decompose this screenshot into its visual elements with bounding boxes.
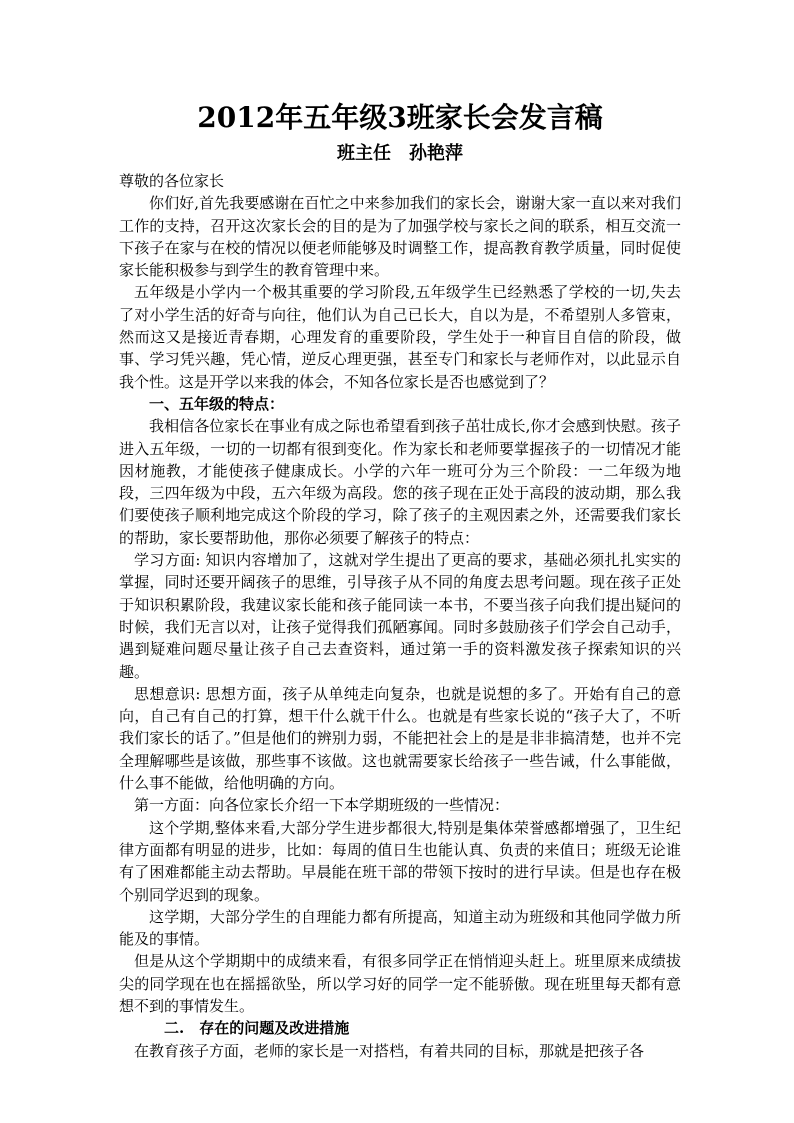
document-author: 班主任 孙艳萍: [337, 143, 463, 164]
document-body: [119, 170, 681, 1062]
paragraph-thinking: 思想意识: 思想方面，孩子从单纯走向复杂，也就是说想的多了。开始有自己的意向，自己有自己的打算，想干什么就干什么。也就是有些家长说的“孩子大了，不听我们家长的话了。”但是他们的辨别力弱，不能把社会上的是是非非搞清楚，也并不完全理解哪些是该做，那些事不该做。这也就需要家长给孩子一些告诫，什么事能做，什么事不能做，给他明确的方向。: [119, 684, 681, 793]
salutation: 尊敬的各位家长: [119, 172, 225, 190]
paragraph-grades: 但是从这个学期期中的成绩来看，有很多同学正在悄悄迎头赶上。班里原来成绩拔尖的同学现在也在摇摇欲坠，所以学习好的同学一定不能骄傲。现在班里每天都有意想不到的事情发生。: [119, 952, 681, 1015]
paragraph-greeting: 你们好,首先我要感谢在百忙之中来参加我们的家长会，谢谢大家一直以来对我们工作的支持，召开这次家长会的目的是为了加强学校与家长之间的联系，相互交流一下孩子在家与在校的情况以便老师能够及时调整工作，提高教育教学质量，同时促使家长能积极参与到学生的教育管理中来。: [119, 194, 681, 280]
document-title: 2012年五年级3班家长会发言稿: [197, 101, 603, 134]
section-heading-problems: 二. 存在的问题及改进措施: [164, 1019, 350, 1038]
paragraph-grade-five: 五年级是小学内一个极其重要的学习阶段,五年级学生已经熟悉了学校的一切,失去了对小学生活的好奇与向往，他们认为自己已长大，自以为是，不希望别人多管束，然而这又是接近青春期，心理发育的重要阶段，学生处于一种盲目自信的阶段，做事、学习凭兴趣，凭心情，逆反心理更强，甚至专门和家长与老师作对，以此显示自我个性。这是开学以来我的体会，不知各位家长是否也感觉到了？: [119, 283, 681, 391]
paragraph-partnership: 在教育孩子方面，老师的家长是一对搭档，有着共同的目标，那就是把孩子各: [134, 1041, 645, 1060]
paragraph-features: 我相信各位家长在事业有成之际也希望看到孩子茁壮成长,你才会感到快慰。孩子进入五年级，一切的一切都有很到变化。作为家长和老师要掌握孩子的一切情况才能因材施教，才能使孩子健康成长。小学的六年一班可分为三个阶段：一二年级为地段，三四年级为中段，五六年级为高段。您的孩子现在正处于高段的波动期，那么我们要使孩子顺利地完成这个阶段的学习，除了孩子的主观因素之外，还需要我们家长的帮助，家长要帮助他，那你必须要了解孩子的特点：: [119, 417, 681, 547]
section-heading-features: 一、五年级的特点：: [149, 394, 285, 413]
paragraph-semester: 这个学期,整体来看,大部分学生进步都很大,特别是集体荣誉感都增强了，卫生纪律方面都有明显的进步，比如：每周的值日生也能认真、负责的来值日；班级无论谁有了困难都能主动去帮助。早晨能在班干部的带领下按时的进行早读。但是也存在极个别同学迟到的现象。: [119, 818, 681, 904]
document-page: [119, 96, 681, 1062]
paragraph-class-intro: 第一方面：向各位家长介绍一下本学期班级的一些情况：: [134, 796, 510, 815]
paragraph-self-care: 这学期，大部分学生的自理能力都有所提高，知道主动为班级和其他同学做力所能及的事情。: [119, 907, 681, 949]
paragraph-study: 学习方面: 知识内容增加了，这就对学生提出了更高的要求，基础必须扎扎实实的掌握，同时还要开阔孩子的思维，引导孩子从不同的角度去思考问题。现在孩子正处于知识积累阶段，我建议家长能和孩子能同读一本书，不要当孩子向我们提出疑问的时候，我们无言以对，让孩子觉得我们孤陋寡闻。同时多鼓励孩子们学会自己动手，遇到疑难问题尽量让孩子自己去查资料，通过第一手的资料激发孩子探索知识的兴趣。: [119, 551, 681, 681]
